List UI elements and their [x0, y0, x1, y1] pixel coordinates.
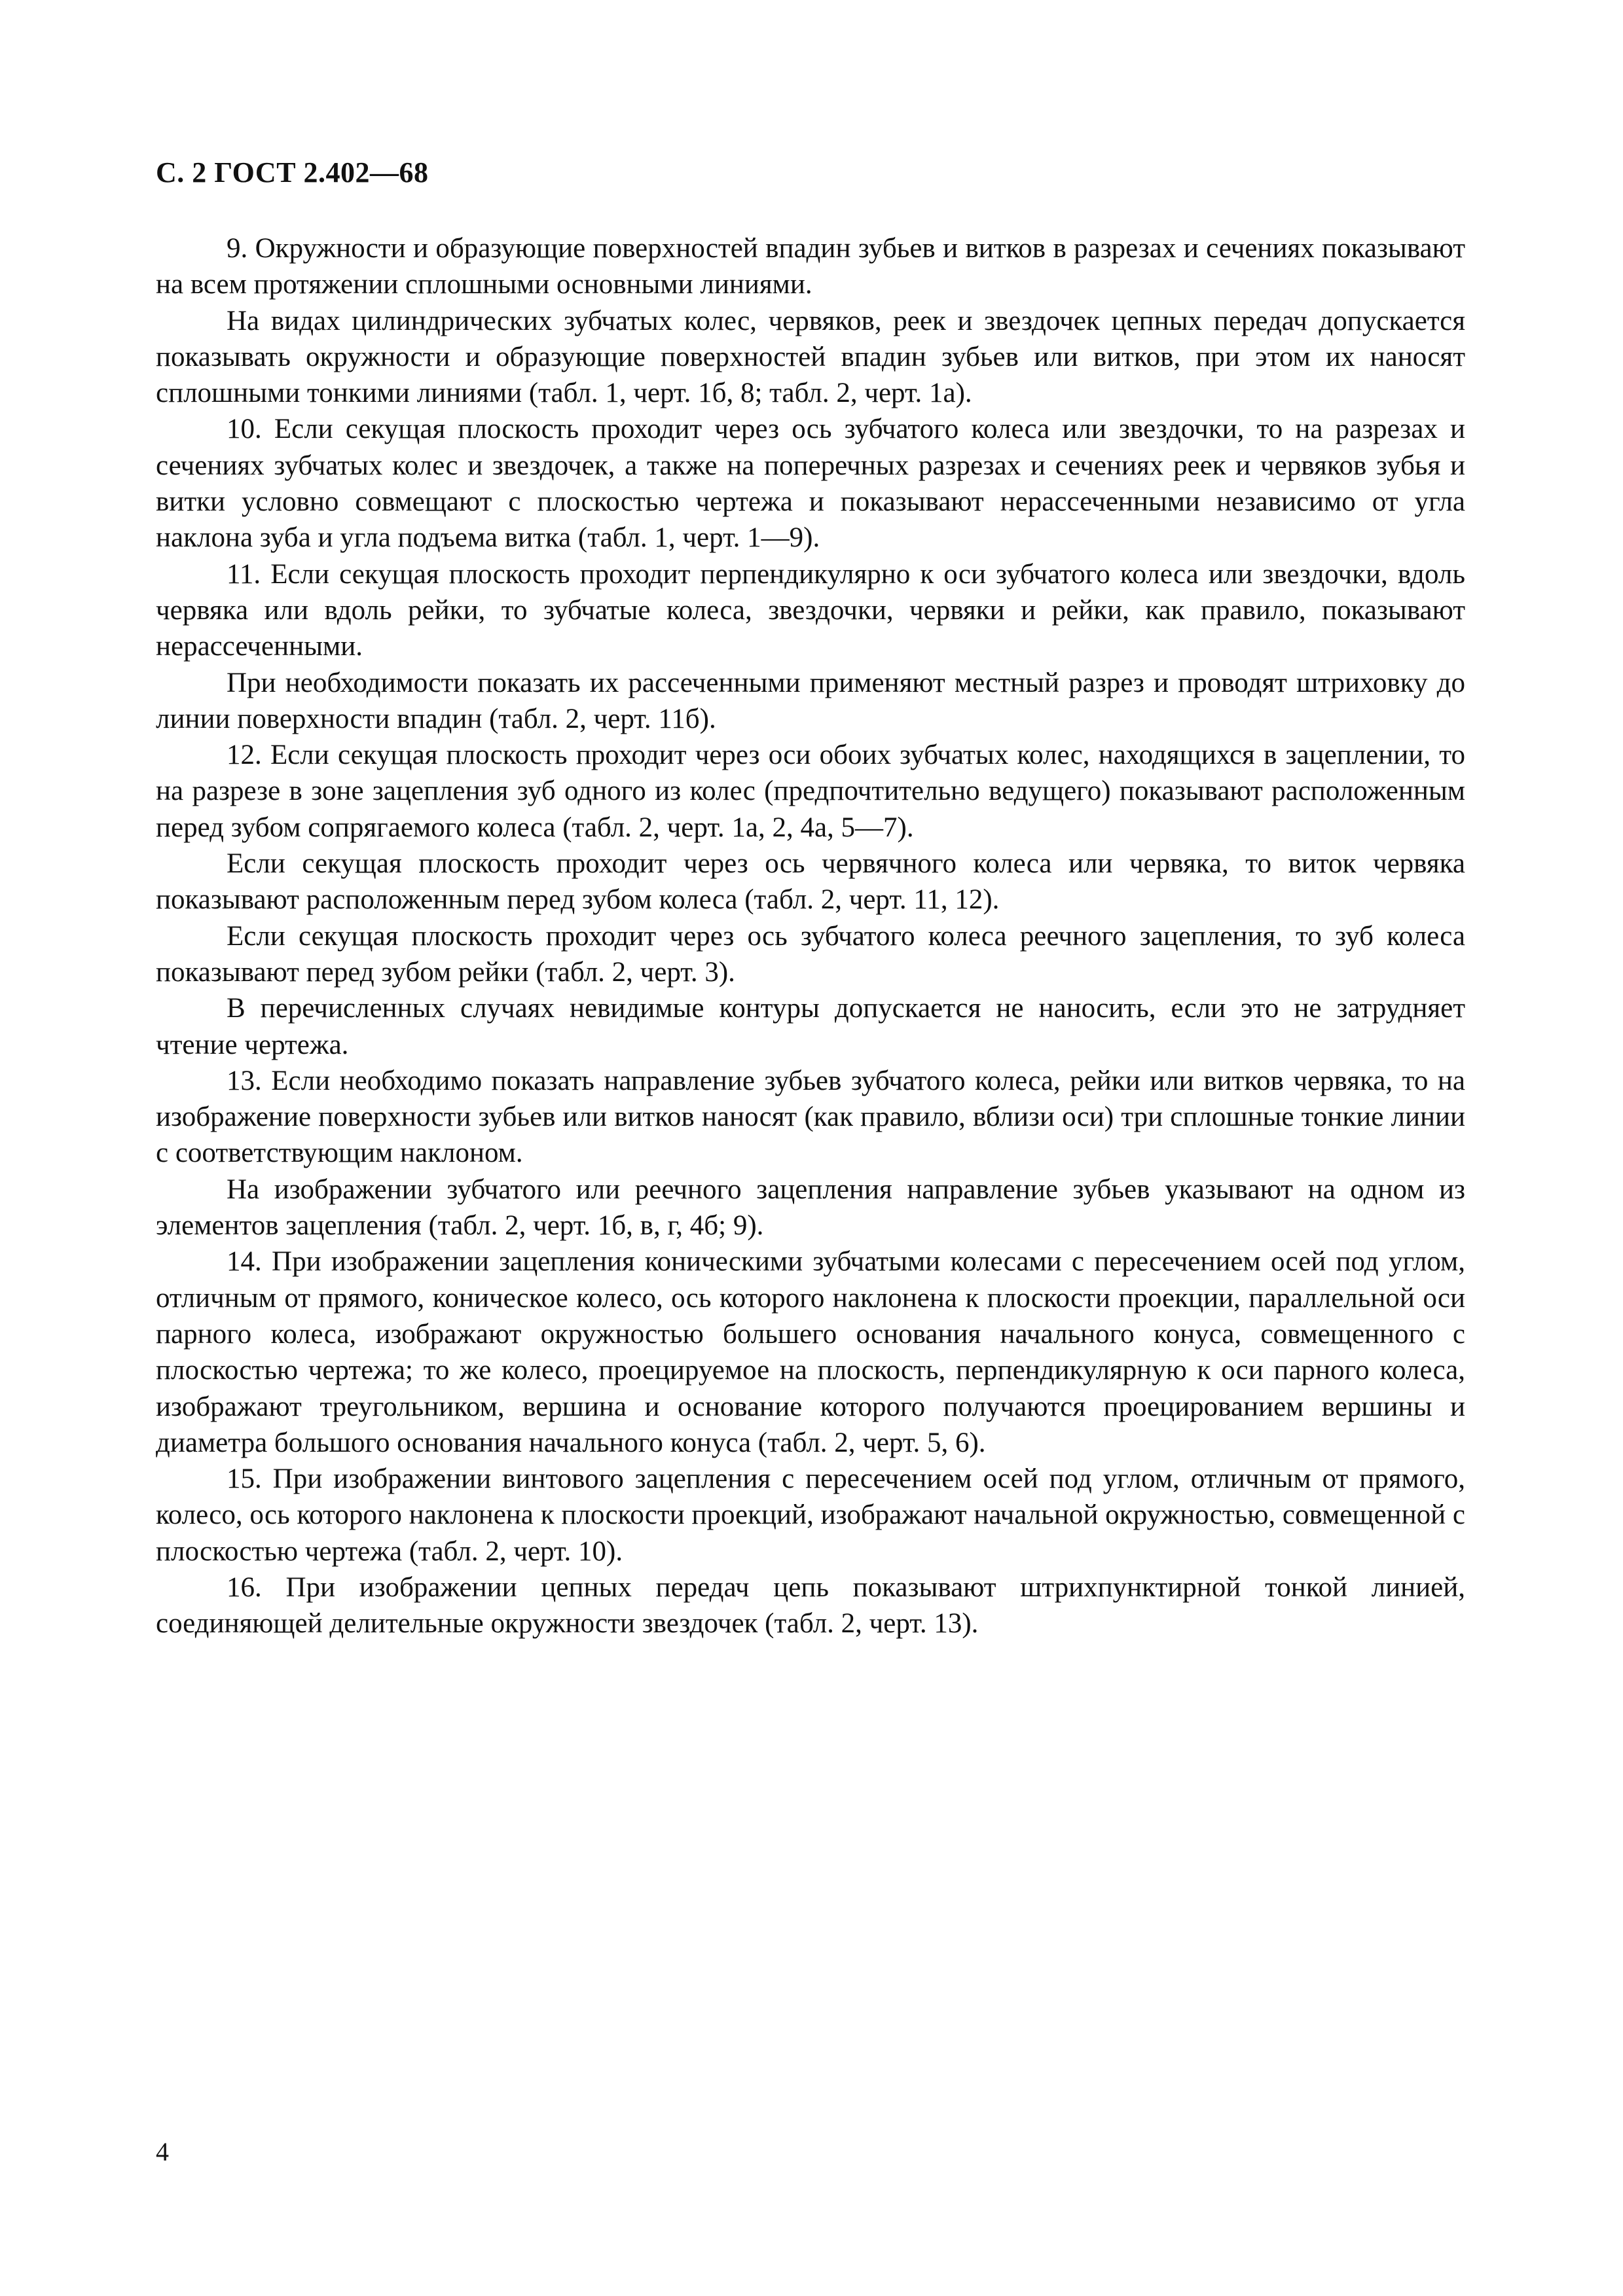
- paragraph-12-cont-3: В перечисленных случаях невидимые контуры допускается не наносить, если это не затрудняет чтение чертежа.: [156, 993, 1465, 1060]
- paragraph-13-cont: На изображении зубчатого или реечного зацепления направление зубьев указывают на одном из элементов зацепления (табл. 2, черт. 1б, в, г, 4б; 9).: [156, 1174, 1465, 1242]
- paragraph-14: 14. При изображении зацепления коническими зубчатыми колесами с пересечением осей под углом, отличным от прямого, коническое колесо, ось которого наклонена к плоскости проекции, параллельной оси парного колеса, изображают окружностью большего основания начального конуса, совмещенного с плоскостью чертежа; то же колесо, проецируемое на плоскость, перпендикулярную к оси парного колеса, изображают треугольником, вершина и основание которого получаются проецированием вершины и диаметра большого основания начального конуса (табл. 2, черт. 5, 6).: [156, 1246, 1465, 1458]
- document-body: [156, 230, 1465, 1642]
- paragraph-12: 12. Если секущая плоскость проходит через оси обоих зубчатых колес, находящихся в зацеплении, то на разрезе в зоне зацепления зуб одного из колес (предпочтительно ведущего) показывают расположенным перед зубом сопрягаемого колеса (табл. 2, черт. 1а, 2, 4а, 5—7).: [156, 740, 1465, 843]
- paragraph-11: 11. Если секущая плоскость проходит перпендикулярно к оси зубчатого колеса или звездочки, вдоль червяка или вдоль рейки, то зубчатые колеса, звездочки, червяки и рейки, как правило, показывают нерассеченными.: [156, 558, 1465, 662]
- paragraph-9-cont: На видах цилиндрических зубчатых колес, червяков, реек и звездочек цепных передач допускается показывать окружности и образующие поверхностей впадин зубьев или витков, при этом их наносят сплошными тонкими линиями (табл. 1, черт. 1б, 8; табл. 2, черт. 1а).: [156, 305, 1465, 409]
- paragraph-13: 13. Если необходимо показать направление зубьев зубчатого колеса, рейки или витков червяка, то на изображение поверхности зубьев или витков наносят (как правило, вблизи оси) три сплошные тонкие линии с соответствующим наклоном.: [156, 1065, 1465, 1169]
- paragraph-9: 9. Окружности и образующие поверхностей впадин зубьев и витков в разрезах и сечениях показывают на всем протяжении сплошными основными линиями.: [156, 233, 1465, 300]
- running-header: С. 2 ГОСТ 2.402—68: [156, 156, 429, 188]
- paragraph-11-cont: При необходимости показать их рассеченными применяют местный разрез и проводят штриховку до линии поверхности впадин (табл. 2, черт. 11б).: [156, 667, 1465, 734]
- paragraph-15: 15. При изображении винтового зацепления с пересечением осей под углом, отличным от прямого, колесо, ось которого наклонена к плоскости проекций, изображают начальной окружностью, совмещенной с плоскостью чертежа (табл. 2, черт. 10).: [156, 1463, 1465, 1567]
- page-number: 4: [156, 2137, 169, 2166]
- paragraph-16: 16. При изображении цепных передач цепь показывают штрихпунктирной тонкой линией, соединяющей делительные окружности звездочек (табл. 2, черт. 13).: [156, 1571, 1465, 1640]
- paragraph-12-cont-2: Если секущая плоскость проходит через ось зубчатого колеса реечного зацепления, то зуб колеса показывают перед зубом рейки (табл. 2, черт. 3).: [156, 920, 1465, 988]
- paragraph-12-cont-1: Если секущая плоскость проходит через ось червячного колеса или червяка, то виток червяка показывают расположенным перед зубом колеса (табл. 2, черт. 11, 12).: [156, 848, 1465, 916]
- paragraph-10: 10. Если секущая плоскость проходит через ось зубчатого колеса или звездочки, то на разрезах и сечениях зубчатых колес и звездочек, а также на поперечных разрезах и сечениях реек и червяков зубья и витки условно совмещают с плоскостью чертежа и показывают нерассеченными независимо от угла наклона зуба и угла подъема витка (табл. 1, черт. 1—9).: [156, 414, 1465, 554]
